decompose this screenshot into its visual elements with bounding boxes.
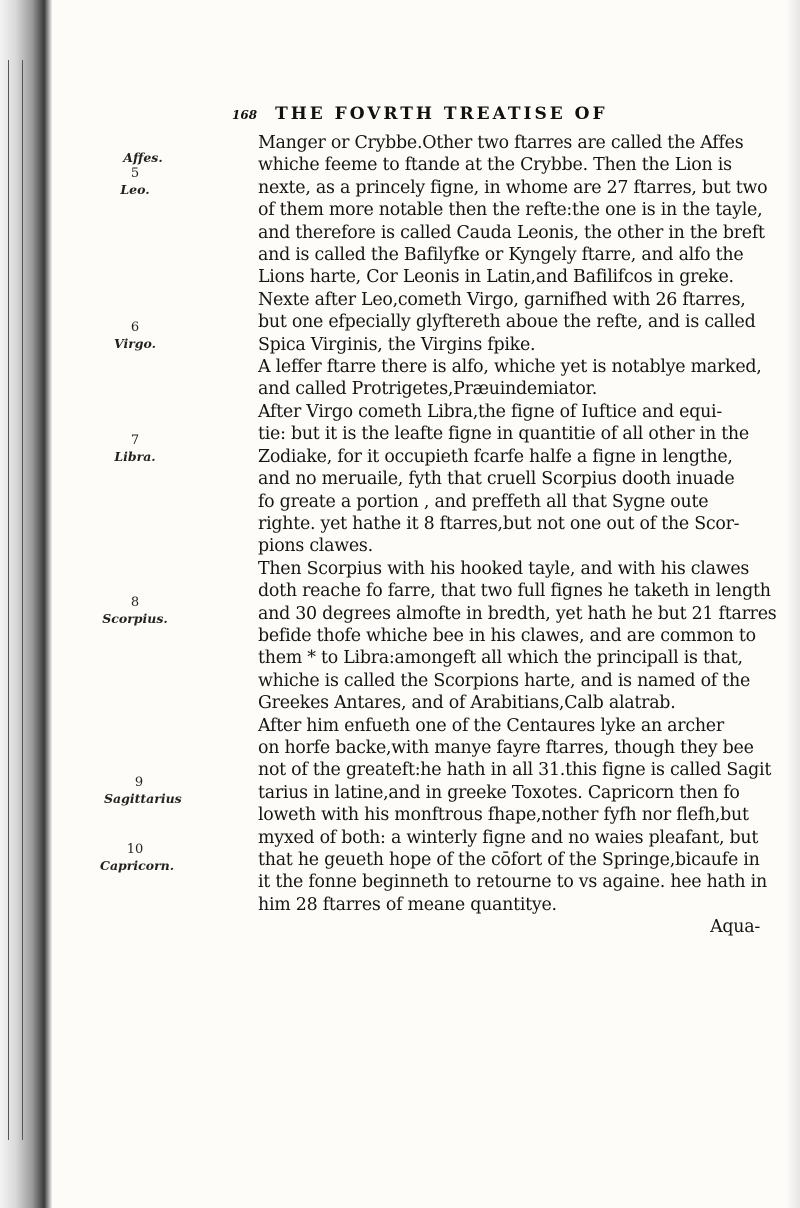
text-line: it the fonne beginneth to retourne to vs againe. hee hath in	[258, 872, 767, 893]
margin-note	[100, 433, 170, 465]
margin-note-number: 7	[130, 433, 140, 448]
text-line: Nexte after Leo,cometh Virgo, garnifhed with 26 ftarres,	[258, 289, 746, 310]
text-line: doth reache fo farre, that two full fignes he taketh in length	[258, 581, 771, 602]
margin-note-sign: Capricorn.	[100, 858, 175, 873]
text-line: and is called the Bafilyfke or Kyngely ftarre, and alfo the	[258, 245, 744, 266]
margin-note-sign: Leo.	[120, 182, 150, 197]
margin-note	[104, 775, 182, 807]
margin-note	[100, 166, 170, 198]
margin-note-number: 6	[130, 320, 140, 335]
text-line: and called Protrigetes,Præuindemiator.	[258, 379, 597, 400]
text-line: loweth with his monftrous fhape,nother fyfh nor flefh,but	[258, 805, 749, 826]
text-line: them * to Libra:amongeft all which the principall is that,	[258, 648, 743, 669]
text-line: whiche is called the Scorpions harte, and is named of the	[258, 670, 751, 691]
text-line: that he geueth hope of the cōfort of the Springe,bicaufe in	[258, 850, 760, 870]
text-line: Zodiake, for it occupieth fcarfe halfe a figne in lengthe,	[258, 446, 733, 467]
text-line: nexte, as a princely figne, in whome are 27 ftarres, but two	[258, 177, 768, 198]
text-line: but one efpecially glyftereth aboue the refte, and is called	[258, 312, 756, 333]
margin-note-sign: Scorpius.	[102, 611, 168, 626]
text-line: righte. yet hathe it 8 ftarres,but not one out of the Scor-	[258, 513, 740, 534]
margin-note-sign: Affes.	[123, 150, 163, 165]
text-line: A leffer ftarre there is alfo, whiche yet is notablye marked,	[258, 357, 762, 378]
margin-note	[100, 842, 175, 874]
text-line: pions clawes.	[258, 536, 373, 557]
running-header	[232, 104, 692, 124]
margin-note-sign: Libra.	[114, 449, 156, 464]
text-line: Spica Virginis, the Virgins fpike.	[258, 334, 536, 355]
book-spine-shadow	[0, 0, 52, 1208]
text-line: Manger or Crybbe.Other two ftarres are called the Affes	[258, 133, 744, 153]
text-line: and therefore is called Cauda Leonis, the other in the breft	[258, 222, 765, 243]
margin-note	[100, 320, 170, 352]
text-line: After Virgo cometh Libra,the figne of Iuftice and equi-	[258, 401, 722, 422]
text-line: After him enfueth one of the Centaures lyke an archer	[258, 715, 724, 736]
page-number: 168	[232, 108, 258, 122]
margin-note-number: 8	[130, 595, 140, 610]
text-line: not of the greateft:he hath in all 31.this figne is called Sagit	[258, 760, 772, 781]
text-line: and no meruaile, fyth that cruell Scorpius dooth inuade	[258, 469, 735, 490]
catchword: Aqua-	[710, 917, 760, 938]
spine-rule	[8, 60, 9, 1140]
margin-note	[100, 595, 170, 627]
spine-rule	[22, 60, 23, 1140]
page-edge	[786, 0, 800, 1208]
text-line: tarius in latine,and in greeke Toxotes. Capricorn then fo	[258, 782, 740, 803]
margin-note-number: 10	[126, 842, 144, 857]
body-text	[258, 132, 777, 939]
text-line: Then Scorpius with his hooked tayle, and with his clawes	[258, 558, 750, 579]
text-line: Greekes Antares, and of Arabitians,Calb alatrab.	[258, 693, 676, 714]
text-line: of them more notable then the refte:the one is in the tayle,	[258, 200, 763, 221]
text-line: fo greate a portion , and preffeth all that Sygne oute	[258, 491, 709, 512]
text-line: befide thofe whiche bee in his clawes, and are common to	[258, 625, 756, 646]
text-line: Lions harte, Cor Leonis in Latin,and Bafilifcos in greke.	[258, 267, 734, 288]
text-line: tie: but it is the leafte figne in quantitie of all other in the	[258, 424, 749, 445]
text-line: myxed of both: a winterly figne and no waies pleafant, but	[258, 827, 759, 848]
margin-note-number: 9	[134, 775, 144, 790]
margin-note-sign: Virgo.	[113, 336, 157, 351]
text-line: whiche feeme to ftande at the Crybbe. Then the Lion is	[258, 155, 732, 176]
margin-note	[108, 150, 178, 166]
text-line: him 28 ftarres of meane quantitye.	[258, 894, 557, 915]
running-title: THE FOVRTH TREATISE OF	[275, 104, 608, 124]
margin-note-sign: Sagittarius	[104, 791, 182, 806]
margin-note-number: 5	[130, 166, 140, 181]
text-line: and 30 degrees almofte in bredth, yet hath he but 21 ftarres	[258, 603, 777, 624]
text-line: on horfe backe,with manye fayre ftarres, though they bee	[258, 737, 754, 758]
